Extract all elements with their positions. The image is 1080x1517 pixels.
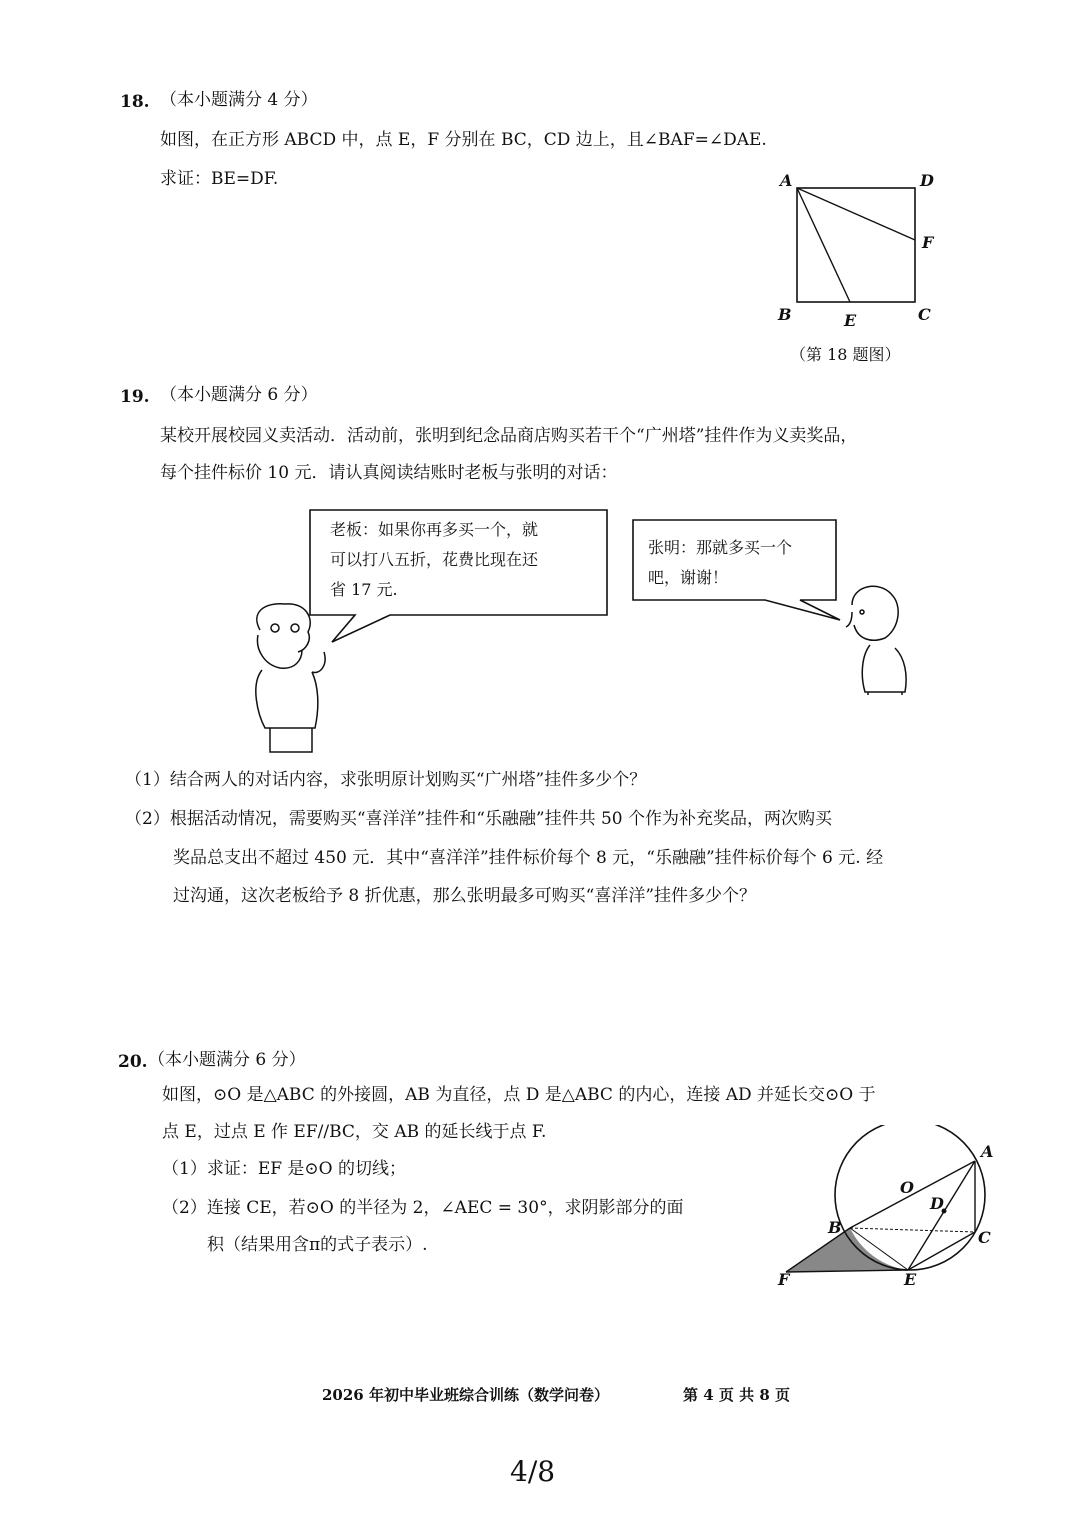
q20-number: 20. bbox=[118, 1052, 148, 1072]
q20-part2-line1: （2）连接 CE，若⊙O 的半径为 2，∠AEC = 30°，求阴影部分的面 bbox=[162, 1198, 684, 1218]
boss-line-1: 老板：如果你再多买一个，就 bbox=[330, 520, 539, 539]
q18-prove: 求证：BE=DF. bbox=[160, 169, 279, 189]
label-b: B bbox=[778, 305, 792, 324]
label-a: A bbox=[981, 1142, 994, 1161]
q20-part1: （1）求证：EF 是⊙O 的切线； bbox=[162, 1159, 407, 1179]
q19-part2-line2: 奖品总支出不超过 450 元．其中“喜洋洋”挂件标价每个 8 元，“乐融融”挂件标价每个 6 元. 经 bbox=[173, 848, 884, 868]
segment-ae bbox=[908, 1161, 975, 1270]
q20-statement-line2: 点 E，过点 E 作 EF//BC，交 AB 的延长线于点 F. bbox=[162, 1122, 547, 1142]
zhang-line-2: 吧，谢谢！ bbox=[648, 568, 729, 587]
q20-circle-diagram bbox=[770, 1125, 1010, 1290]
square-abcd bbox=[797, 188, 915, 302]
label-b: B bbox=[828, 1218, 842, 1237]
boss-line-3: 省 17 元. bbox=[330, 580, 398, 599]
boss-line-2: 可以打八五折，花费比现在还 bbox=[330, 550, 539, 569]
label-e: E bbox=[844, 311, 857, 330]
segment-ae bbox=[797, 188, 850, 302]
q20-statement-line1: 如图，⊙O 是△ABC 的外接圆，AB 为直径，点 D 是△ABC 的内心，连接 AD 并延长交⊙O 于 bbox=[162, 1085, 876, 1105]
q19-part2-line3: 过沟通，这次老板给予 8 折优惠，那么张明最多可购买“喜洋洋”挂件多少个？ bbox=[173, 886, 757, 906]
q18-score: （本小题满分 4 分） bbox=[160, 90, 318, 110]
q19-part1: （1）结合两人的对话内容，求张明原计划购买“广州塔”挂件多少个？ bbox=[125, 770, 647, 790]
segment-ce bbox=[908, 1232, 975, 1270]
zhang-figure bbox=[846, 586, 906, 695]
label-a: A bbox=[780, 171, 793, 190]
label-o: O bbox=[900, 1178, 914, 1197]
circle-o bbox=[835, 1125, 985, 1270]
q18-number: 18. bbox=[120, 92, 150, 112]
boss-bubble-text bbox=[330, 515, 620, 605]
q20-part2-line2: 积（结果用含π的式子表示）. bbox=[207, 1235, 428, 1255]
q19-statement-line1: 某校开展校园义卖活动．活动前，张明到纪念品商店购买若干个“广州塔”挂件作为义卖奖品， bbox=[160, 426, 858, 446]
label-f: F bbox=[922, 233, 934, 252]
label-f: F bbox=[778, 1270, 790, 1289]
label-c: C bbox=[978, 1228, 991, 1247]
label-e: E bbox=[904, 1270, 917, 1289]
q18-square-diagram bbox=[760, 160, 980, 330]
zhang-line-1: 张明：那就多买一个 bbox=[648, 538, 793, 557]
q19-part2-line1: （2）根据活动情况，需要购买“喜洋洋”挂件和“乐融融”挂件共 50 个作为补充奖品，两次购买 bbox=[125, 809, 833, 829]
boss-figure bbox=[256, 604, 325, 752]
label-d: D bbox=[920, 171, 934, 190]
page-number: 4/8 bbox=[510, 1455, 556, 1488]
label-d: D bbox=[930, 1194, 944, 1213]
segment-bc bbox=[850, 1228, 975, 1232]
label-c: C bbox=[918, 305, 931, 324]
footer-page-info: 第 4 页 共 8 页 bbox=[683, 1386, 790, 1404]
q18-figure-caption: （第 18 题图） bbox=[790, 345, 901, 364]
q19-number: 19. bbox=[120, 387, 150, 407]
footer-title: 2026 年初中毕业班综合训练（数学问卷） bbox=[322, 1386, 609, 1404]
q18-statement: 如图，在正方形 ABCD 中，点 E，F 分别在 BC，CD 边上，且∠BAF=∠DAE. bbox=[160, 130, 767, 150]
zhang-bubble-text bbox=[648, 533, 848, 593]
q19-statement-line2: 每个挂件标价 10 元．请认真阅读结账时老板与张明的对话： bbox=[160, 463, 618, 483]
q19-score: （本小题满分 6 分） bbox=[160, 385, 318, 405]
q20-score: （本小题满分 6 分） bbox=[148, 1050, 306, 1070]
segment-af bbox=[797, 188, 915, 240]
